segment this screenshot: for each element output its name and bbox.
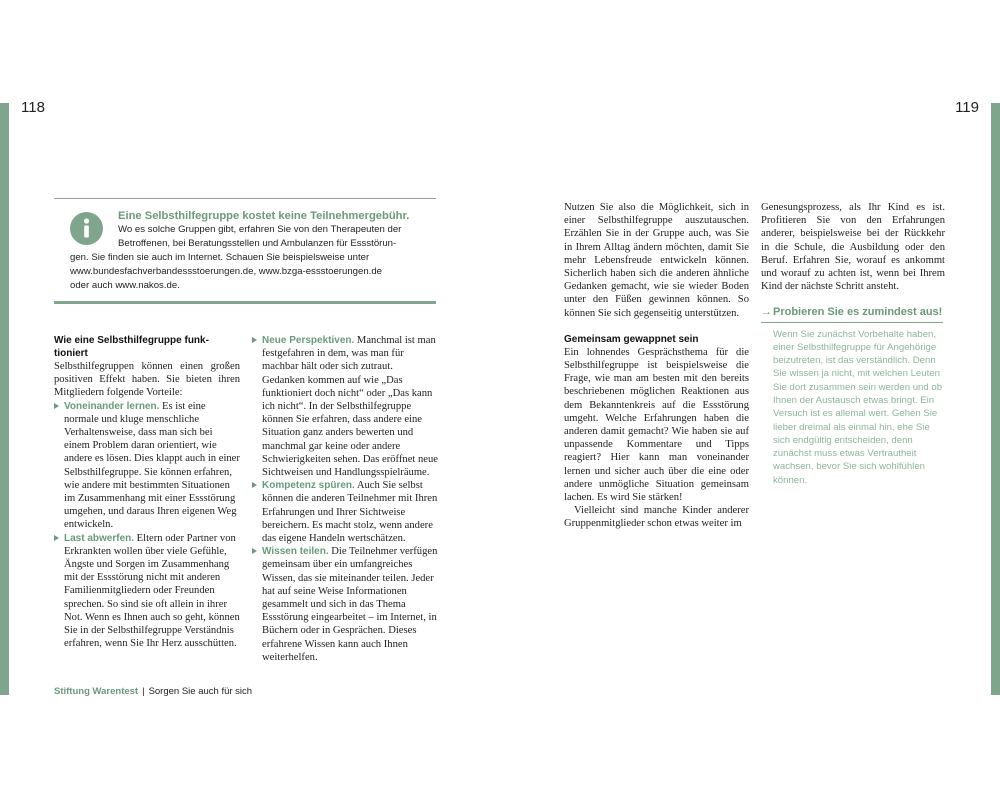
bullet-text: Manchmal ist man festgefahren in dem, was man für machbar hält oder sich zutraut. Gedanken kommen auf wie „Das funktioniert doch nicht“ oder „Das kann ich nicht“. In der Selbsthilfegruppe können Sie erfahren, dass andere eine Situation ganz anders bewerten und manchmal gar keine oder andere Schwierigkeiten sehen. Das eröffnet neue Sichtweisen und Handlungsspielräume. — [262, 335, 439, 479]
column-4 — [761, 201, 945, 293]
column-3 — [564, 201, 749, 531]
info-box-text — [70, 209, 430, 293]
intro-paragraph: Selbsthilfegruppen können einen großen positiven Effekt haben. Sie bieten ihren Mitgliedern folgende Vorteile: — [54, 361, 240, 399]
bullet-item — [252, 334, 438, 479]
section-heading-1 — [54, 334, 240, 360]
info-box-line: Wo es solche Gruppen gibt, erfahren Sie von den Therapeuten der — [118, 224, 402, 235]
body-paragraph: Nutzen Sie also die Möglichkeit, sich in einer Selbsthilfegruppe auszutauschen. Erzählen Sie in der Gruppe auch, was Sie in Ihrem Alltag ändern möchten, damit Sie mehr Lebensfreude entwickeln können. Sicherlich haben sich die anderen ähnliche Gedanken gemacht, wie sie wieder Boden unter den Füßen gewinnen können. So können Sie sich gegenseitig unterstützen. — [564, 202, 749, 319]
section-heading-line: tioniert — [54, 348, 88, 359]
bullet-item — [54, 532, 240, 651]
bullet-lead: Voneinander lernen. — [64, 400, 160, 412]
column-2 — [252, 334, 438, 664]
info-box — [54, 198, 436, 305]
bullet-item — [252, 479, 438, 545]
tip-title: Probieren Sie es zumindest aus! — [773, 306, 943, 318]
bullet-lead: Last abwerfen. — [64, 532, 135, 544]
page-number-right: 119 — [955, 99, 979, 116]
tip-heading — [761, 306, 943, 323]
body-paragraph: Genesungsprozess, als Ihr Kind es ist. Profitieren Sie von den Erfahrungen anderer, beispielsweise bei der Rückkehr in die Schule, die Ausbildung oder den Beruf. Erfahren Sie, worauf es ankommt und worauf zu achten ist, wenn bei Ihrem Kind der nächste Schritt ansteht. — [761, 202, 945, 293]
footer-separator: | — [142, 686, 145, 697]
info-box-line: oder auch www.nakos.de. — [70, 280, 180, 291]
bullet-text: Es ist eine normale und kluge menschliche Verhaltensweise, dass man sich bei einem Problem daran orientiert, wie andere es lösen. Dies klappt auch in einer Selbsthilfegruppe. Sie können erfahren, wie andere mit bestimmten Situationen im Zusammenhang mit einer Essstörung umgehen, und daraus Ihren eigenen Weg entwickeln. — [64, 400, 240, 531]
left-edge-tab — [0, 103, 9, 695]
footer-brand: Stiftung Warentest — [54, 686, 139, 697]
bullet-lead: Neue Perspektiven. — [262, 335, 355, 346]
arrow-right-icon: → — [761, 306, 772, 318]
bullet-item — [252, 545, 438, 664]
footer-title: Sorgen Sie auch für sich — [148, 686, 253, 697]
page-footer — [54, 686, 252, 697]
bullet-triangle-icon — [252, 482, 257, 488]
info-box-line: www.bundesfachverbandessstoerungen.de, www.bzga-essstoerungen.de — [70, 266, 382, 277]
info-box-title: Eine Selbsthilfegruppe kostet keine Teilnehmergebühr. — [118, 210, 410, 222]
section-heading-line: Wie eine Selbsthilfegruppe funk- — [54, 335, 209, 346]
tip-box — [761, 306, 943, 487]
section-heading-2: Gemeinsam gewappnet sein — [564, 333, 699, 345]
bullet-text: Auch Sie selbst können die anderen Teilnehmer mit Ihren Erfahrungen und Ihrer Sichtweise bereichern. Es macht stolz, wenn andere das eigene Handeln wertschätzen. — [262, 480, 438, 545]
info-box-line: Betroffenen, bei Beratungsstellen und Ambulanzen für Essstörun- — [118, 238, 397, 249]
bullet-lead: Wissen teilen. — [262, 546, 329, 558]
page-number-left: 118 — [21, 99, 45, 116]
tip-text: Wenn Sie zunächst Vorbehalte haben, einer Selbsthilfegruppe für Angehörige beizutreten, ist das verständlich. Denn Sie wissen ja nicht, mit welchen Leuten Sie dort zusammen sein werden und ob Ihnen der Austausch etwas bringt. Ein Versuch ist es allemal wert. Gehen Sie lieber dreimal als einmal hin, ehe Sie sich endgültig entscheiden, denn zunächst muss etwas Vertrautheit wachsen, bevor Sie sich wohlfühlen können. — [773, 328, 943, 486]
right-edge-tab — [991, 103, 1000, 695]
info-box-line: gen. Sie finden sie auch im Internet. Schauen Sie beispielsweise unter — [70, 252, 370, 263]
bullet-triangle-icon — [252, 337, 257, 343]
body-paragraph: Vielleicht sind manche Kinder anderer Gruppenmitglieder schon etwas weiter im — [564, 505, 749, 530]
body-paragraph: Ein lohnendes Gesprächsthema für die Selbsthilfegruppe ist beispielsweise die Frage, wie man am besten mit den bereits beschriebenen möglichen Reaktionen aus dem Bekanntenkreis auf die Essstörung umgeht. Welche Erfahrungen haben die anderen damit gemacht? Wie haben sie auf unpassende Kommentare und Tipps reagiert? Hier kann man voneinander lernen und sicher auch über die eine oder andere unmögliche Situation gemeinsam lachen. Es wird Sie stärken! — [564, 346, 749, 504]
bullet-item — [54, 400, 240, 532]
bullet-text: Eltern oder Partner von Erkrankten wollen über viele Gefühle, Ängste und Sorgen im Zusammenhang mit der Essstörung nicht mit anderen Familienmitgliedern oder Freunden sprechen. So sind sie oft allein in ihrer Not. Wenn es Ihnen auch so geht, können Sie in der Selbsthilfegruppe Verständnis erfahren, wenn Sie Ihr Herz ausschütten. — [64, 532, 240, 650]
bullet-triangle-icon — [252, 548, 257, 554]
info-box-rule — [54, 301, 436, 304]
bullet-triangle-icon — [54, 535, 59, 541]
column-1 — [54, 334, 240, 650]
bullet-lead: Kompetenz spüren. — [262, 480, 355, 492]
bullet-triangle-icon — [54, 403, 59, 409]
bullet-text: Die Teilnehmer verfügen gemeinsam über ein umfangreiches Wissen, das sie miteinander teilen. Jeder hat auf seine Weise Informationen gesammelt und sich in das Thema Essstörung eingearbeitet – im Internet, in Büchern oder in Gesprächen. Dieses erfahrene Wissen kann auch Ihnen weiterhelfen. — [262, 546, 438, 663]
